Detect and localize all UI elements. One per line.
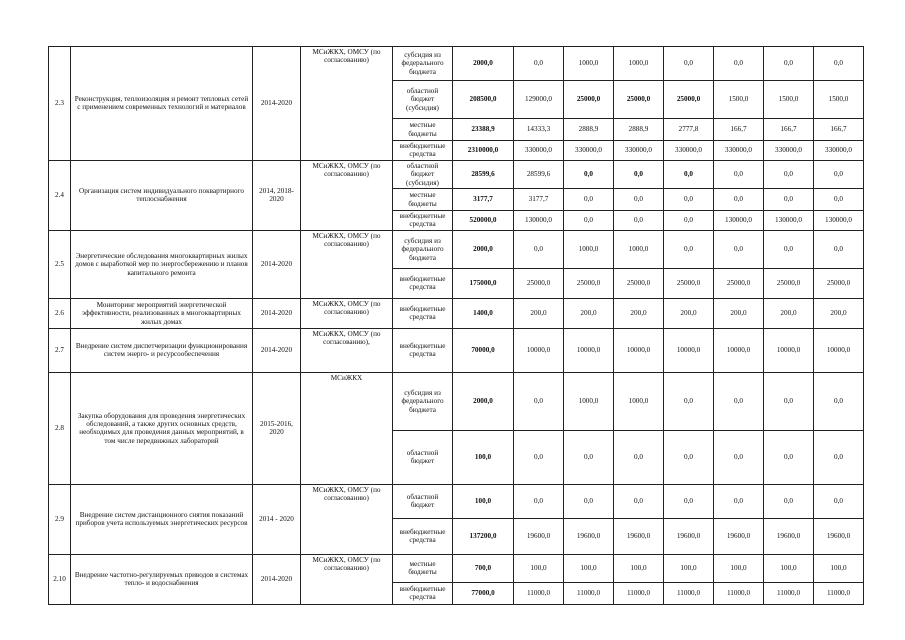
measure-name: Реконструкция, теплоизоляция и ремонт тепловых сетей с применением современных технологий и материалов <box>71 47 253 161</box>
year-value: 0,0 <box>764 47 814 81</box>
year-value: 0,0 <box>564 160 614 188</box>
row-number: 2.9 <box>49 484 71 554</box>
year-value: 130000,0 <box>814 211 864 231</box>
year-value: 0,0 <box>814 189 864 211</box>
year-value: 10000,0 <box>514 328 564 372</box>
year-value: 129000,0 <box>514 81 564 119</box>
year-value: 0,0 <box>664 47 714 81</box>
table-row <box>49 372 864 430</box>
year-value: 10000,0 <box>764 328 814 372</box>
funding-source: областной бюджет <box>393 484 453 518</box>
total-value: 28599,6 <box>453 160 514 188</box>
year-value: 100,0 <box>814 554 864 582</box>
program-table <box>48 46 864 605</box>
year-value: 1000,0 <box>614 47 664 81</box>
row-number: 2.5 <box>49 230 71 298</box>
funding-source: внебюджетные средства <box>393 268 453 298</box>
year-value: 10000,0 <box>664 328 714 372</box>
year-value: 166,7 <box>814 119 864 141</box>
year-value: 0,0 <box>664 230 714 268</box>
year-value: 11000,0 <box>714 582 764 604</box>
total-value: 175000,0 <box>453 268 514 298</box>
year-value: 11000,0 <box>614 582 664 604</box>
funding-source: субсидия из федерального бюджета <box>393 47 453 81</box>
total-value: 23388,9 <box>453 119 514 141</box>
funding-source: субсидия из федерального бюджета <box>393 230 453 268</box>
year-value: 330000,0 <box>764 141 814 161</box>
year-value: 19600,0 <box>764 518 814 554</box>
funding-source: внебюджетные средства <box>393 582 453 604</box>
year-value: 1000,0 <box>564 372 614 430</box>
executor: МСиЖКХ, ОМСУ (по согласованию) <box>301 47 393 161</box>
period: 2014 - 2020 <box>253 484 301 554</box>
year-value: 0,0 <box>664 160 714 188</box>
table-row <box>49 298 864 328</box>
year-value: 0,0 <box>614 430 664 484</box>
year-value: 330000,0 <box>814 141 864 161</box>
year-value: 330000,0 <box>514 141 564 161</box>
year-value: 1500,0 <box>764 81 814 119</box>
year-value: 130000,0 <box>764 211 814 231</box>
year-value: 25000,0 <box>714 268 764 298</box>
funding-source: местные бюджеты <box>393 554 453 582</box>
year-value: 3177,7 <box>514 189 564 211</box>
total-value: 137200,0 <box>453 518 514 554</box>
funding-source: местные бюджеты <box>393 189 453 211</box>
year-value: 0,0 <box>614 189 664 211</box>
year-value: 0,0 <box>564 484 614 518</box>
year-value: 0,0 <box>664 372 714 430</box>
year-value: 100,0 <box>514 554 564 582</box>
year-value: 0,0 <box>664 430 714 484</box>
year-value: 10000,0 <box>614 328 664 372</box>
year-value: 330000,0 <box>564 141 614 161</box>
funding-source: областной бюджет (субсидия) <box>393 160 453 188</box>
year-value: 0,0 <box>764 430 814 484</box>
period: 2014-2020 <box>253 554 301 604</box>
year-value: 0,0 <box>814 47 864 81</box>
year-value: 1500,0 <box>814 81 864 119</box>
year-value: 0,0 <box>614 211 664 231</box>
year-value: 28599,6 <box>514 160 564 188</box>
year-value: 25000,0 <box>664 81 714 119</box>
year-value: 0,0 <box>514 484 564 518</box>
period: 2014-2020 <box>253 298 301 328</box>
funding-source: внебюджетные средства <box>393 141 453 161</box>
year-value: 0,0 <box>614 484 664 518</box>
executor: МСиЖКХ <box>301 372 393 484</box>
total-value: 2000,0 <box>453 47 514 81</box>
funding-source: местные бюджеты <box>393 119 453 141</box>
year-value: 130000,0 <box>514 211 564 231</box>
year-value: 25000,0 <box>764 268 814 298</box>
year-value: 2777,8 <box>664 119 714 141</box>
year-value: 2888,9 <box>614 119 664 141</box>
year-value: 25000,0 <box>564 81 614 119</box>
year-value: 100,0 <box>614 554 664 582</box>
funding-source: субсидия из федерального бюджета <box>393 372 453 430</box>
funding-source: внебюджетные средства <box>393 328 453 372</box>
measure-name: Организация систем индивидуального поквартирного теплоснабжения <box>71 160 253 230</box>
year-value: 11000,0 <box>764 582 814 604</box>
year-value: 25000,0 <box>614 268 664 298</box>
executor: МСиЖКХ, ОМСУ (по согласованию), <box>301 328 393 372</box>
year-value: 25000,0 <box>564 268 614 298</box>
total-value: 3177,7 <box>453 189 514 211</box>
total-value: 70000,0 <box>453 328 514 372</box>
year-value: 0,0 <box>614 160 664 188</box>
row-number: 2.7 <box>49 328 71 372</box>
year-value: 200,0 <box>814 298 864 328</box>
row-number: 2.6 <box>49 298 71 328</box>
year-value: 0,0 <box>664 211 714 231</box>
table-row <box>49 484 864 518</box>
table-row <box>49 160 864 188</box>
period: 2015-2016, 2020 <box>253 372 301 484</box>
year-value: 0,0 <box>814 430 864 484</box>
year-value: 200,0 <box>664 298 714 328</box>
executor: МСиЖКХ, ОМСУ (по согласованию) <box>301 554 393 604</box>
year-value: 0,0 <box>714 230 764 268</box>
year-value: 200,0 <box>514 298 564 328</box>
row-number: 2.4 <box>49 160 71 230</box>
year-value: 100,0 <box>564 554 614 582</box>
year-value: 0,0 <box>714 430 764 484</box>
year-value: 1000,0 <box>614 230 664 268</box>
total-value: 2000,0 <box>453 230 514 268</box>
measure-name: Внедрение систем диспетчеризации функционирования систем энерго- и ресурсообеспечения <box>71 328 253 372</box>
measure-name: Мониторинг мероприятий энергетической эффективности, реализованных в многоквартирных жилых домах <box>71 298 253 328</box>
row-number: 2.8 <box>49 372 71 484</box>
period: 2014-2020 <box>253 328 301 372</box>
year-value: 0,0 <box>714 484 764 518</box>
year-value: 19600,0 <box>714 518 764 554</box>
year-value: 19600,0 <box>664 518 714 554</box>
funding-source: областной бюджет <box>393 430 453 484</box>
year-value: 200,0 <box>764 298 814 328</box>
total-value: 100,0 <box>453 484 514 518</box>
year-value: 0,0 <box>564 211 614 231</box>
measure-name: Закупка оборудования для проведения энергетических обследований, а также других основных средств, необходимых для проведения данных мероприятий, в том числе передвижных лабораторий <box>71 372 253 484</box>
year-value: 0,0 <box>514 230 564 268</box>
funding-source: внебюджетные средства <box>393 211 453 231</box>
total-value: 520000,0 <box>453 211 514 231</box>
year-value: 0,0 <box>714 160 764 188</box>
year-value: 100,0 <box>714 554 764 582</box>
year-value: 14333,3 <box>514 119 564 141</box>
executor: МСиЖКХ, ОМСУ (по согласованию) <box>301 484 393 554</box>
executor: МСиЖКХ, ОМСУ (по согласованию) <box>301 160 393 230</box>
year-value: 0,0 <box>664 484 714 518</box>
year-value: 330000,0 <box>614 141 664 161</box>
funding-source: внебюджетные средства <box>393 298 453 328</box>
measure-name: Внедрение частотно-регулируемых приводов в системах тепло- и водоснабжения <box>71 554 253 604</box>
year-value: 0,0 <box>764 160 814 188</box>
year-value: 1000,0 <box>564 47 614 81</box>
year-value: 0,0 <box>514 47 564 81</box>
year-value: 0,0 <box>814 372 864 430</box>
year-value: 0,0 <box>714 47 764 81</box>
measure-name: Энергетические обследования многоквартирных жилых домов с выработкой мер по энергосбережению и планов капитального ремонта <box>71 230 253 298</box>
year-value: 0,0 <box>564 189 614 211</box>
measure-name: Внедрение систем дистанционного снятия показаний приборов учета используемых энергетических ресурсов <box>71 484 253 554</box>
year-value: 0,0 <box>814 484 864 518</box>
year-value: 0,0 <box>664 189 714 211</box>
funding-source: внебюджетные средства <box>393 518 453 554</box>
executor: МСиЖКХ, ОМСУ (по согласованию) <box>301 298 393 328</box>
period: 2014, 2018-2020 <box>253 160 301 230</box>
total-value: 77000,0 <box>453 582 514 604</box>
year-value: 25000,0 <box>614 81 664 119</box>
year-value: 19600,0 <box>814 518 864 554</box>
row-number: 2.10 <box>49 554 71 604</box>
year-value: 11000,0 <box>564 582 614 604</box>
total-value: 100,0 <box>453 430 514 484</box>
year-value: 0,0 <box>514 430 564 484</box>
year-value: 0,0 <box>814 230 864 268</box>
funding-source: областной бюджет (субсидия) <box>393 81 453 119</box>
year-value: 0,0 <box>764 484 814 518</box>
year-value: 19600,0 <box>514 518 564 554</box>
year-value: 10000,0 <box>714 328 764 372</box>
period: 2014-2020 <box>253 230 301 298</box>
year-value: 10000,0 <box>814 328 864 372</box>
year-value: 0,0 <box>764 372 814 430</box>
year-value: 166,7 <box>764 119 814 141</box>
year-value: 330000,0 <box>664 141 714 161</box>
year-value: 1000,0 <box>614 372 664 430</box>
year-value: 330000,0 <box>714 141 764 161</box>
table-row <box>49 328 864 372</box>
year-value: 200,0 <box>714 298 764 328</box>
row-number: 2.3 <box>49 47 71 161</box>
year-value: 1000,0 <box>564 230 614 268</box>
year-value: 100,0 <box>664 554 714 582</box>
year-value: 25000,0 <box>664 268 714 298</box>
total-value: 208500,0 <box>453 81 514 119</box>
year-value: 166,7 <box>714 119 764 141</box>
year-value: 0,0 <box>764 189 814 211</box>
total-value: 2310000,0 <box>453 141 514 161</box>
year-value: 2888,9 <box>564 119 614 141</box>
year-value: 0,0 <box>764 230 814 268</box>
year-value: 19600,0 <box>564 518 614 554</box>
total-value: 1400,0 <box>453 298 514 328</box>
year-value: 0,0 <box>714 189 764 211</box>
table-row <box>49 230 864 268</box>
year-value: 25000,0 <box>514 268 564 298</box>
year-value: 10000,0 <box>564 328 614 372</box>
year-value: 200,0 <box>564 298 614 328</box>
year-value: 1500,0 <box>714 81 764 119</box>
year-value: 0,0 <box>514 372 564 430</box>
year-value: 200,0 <box>614 298 664 328</box>
year-value: 11000,0 <box>664 582 714 604</box>
period: 2014-2020 <box>253 47 301 161</box>
year-value: 25000,0 <box>814 268 864 298</box>
year-value: 0,0 <box>814 160 864 188</box>
year-value: 11000,0 <box>514 582 564 604</box>
year-value: 19600,0 <box>614 518 664 554</box>
year-value: 130000,0 <box>714 211 764 231</box>
executor: МСиЖКХ, ОМСУ (по согласованию) <box>301 230 393 298</box>
year-value: 11000,0 <box>814 582 864 604</box>
total-value: 2000,0 <box>453 372 514 430</box>
year-value: 0,0 <box>714 372 764 430</box>
year-value: 0,0 <box>564 430 614 484</box>
table-row <box>49 47 864 81</box>
table-row <box>49 554 864 582</box>
total-value: 700,0 <box>453 554 514 582</box>
table-body <box>49 47 864 605</box>
year-value: 100,0 <box>764 554 814 582</box>
